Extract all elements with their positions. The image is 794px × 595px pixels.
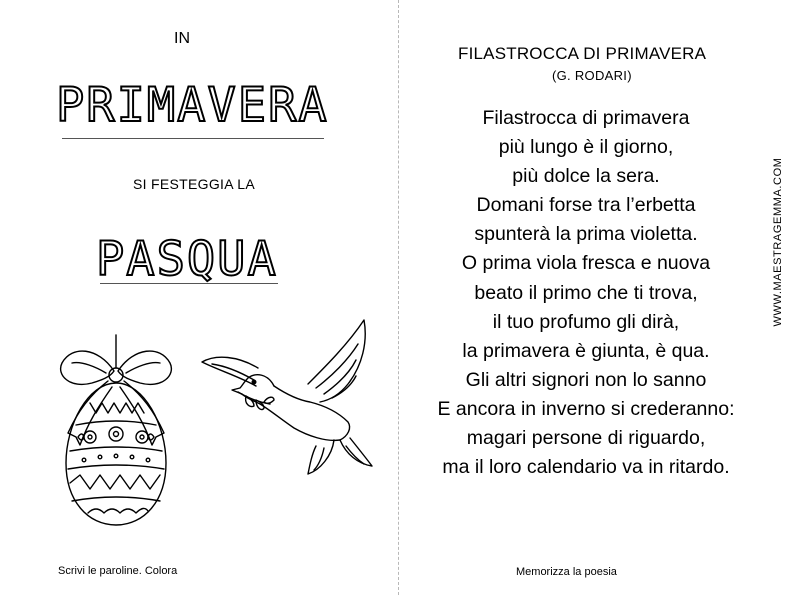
poem-line: E ancora in inverno si crederanno:	[437, 397, 735, 420]
poem-line: magari persone di riguardo,	[466, 427, 706, 450]
poem-line: più lungo è il giorno,	[498, 136, 674, 159]
poem-title: FILASTROCCA DI PRIMAVERA	[458, 44, 707, 63]
poem-line: ma il loro calendario va in ritardo.	[442, 456, 730, 479]
poem-line: Gli altri signori non lo sanno	[465, 368, 707, 391]
poem-line: la primavera è giunta, è qua.	[462, 339, 710, 362]
dove-illustration	[198, 316, 398, 476]
website-url: WWW.MAESTRAGEMMA.COM	[772, 157, 784, 327]
poem-line: più dolce la sera.	[512, 165, 660, 188]
festeggia-text: SI FESTEGGIA LA	[133, 176, 255, 192]
poem-line: spunterà la prima violetta.	[474, 223, 698, 246]
intro-text: IN	[174, 30, 190, 47]
poem-line: Filastrocca di primavera	[482, 107, 690, 129]
trace-word-primavera: PRIMAVERA	[56, 78, 329, 133]
left-instruction: Scrivi le paroline. Colora	[58, 565, 178, 577]
right-instruction: Memorizza la poesia	[516, 566, 617, 578]
poem-line: Domani forse tra l’erbetta	[476, 194, 696, 217]
trace-word-pasqua: PASQUA	[96, 232, 278, 287]
poem-line: beato il primo che ti trova,	[474, 281, 698, 304]
poem-body	[398, 104, 774, 482]
writing-line-pasqua	[100, 283, 278, 284]
easter-egg-illustration	[48, 333, 184, 533]
writing-line-primavera	[62, 138, 324, 139]
poem-line: il tuo profumo gli dirà,	[492, 310, 680, 333]
poem-author: (G. RODARI)	[552, 68, 632, 83]
poem-line: O prima viola fresca e nuova	[461, 252, 711, 275]
